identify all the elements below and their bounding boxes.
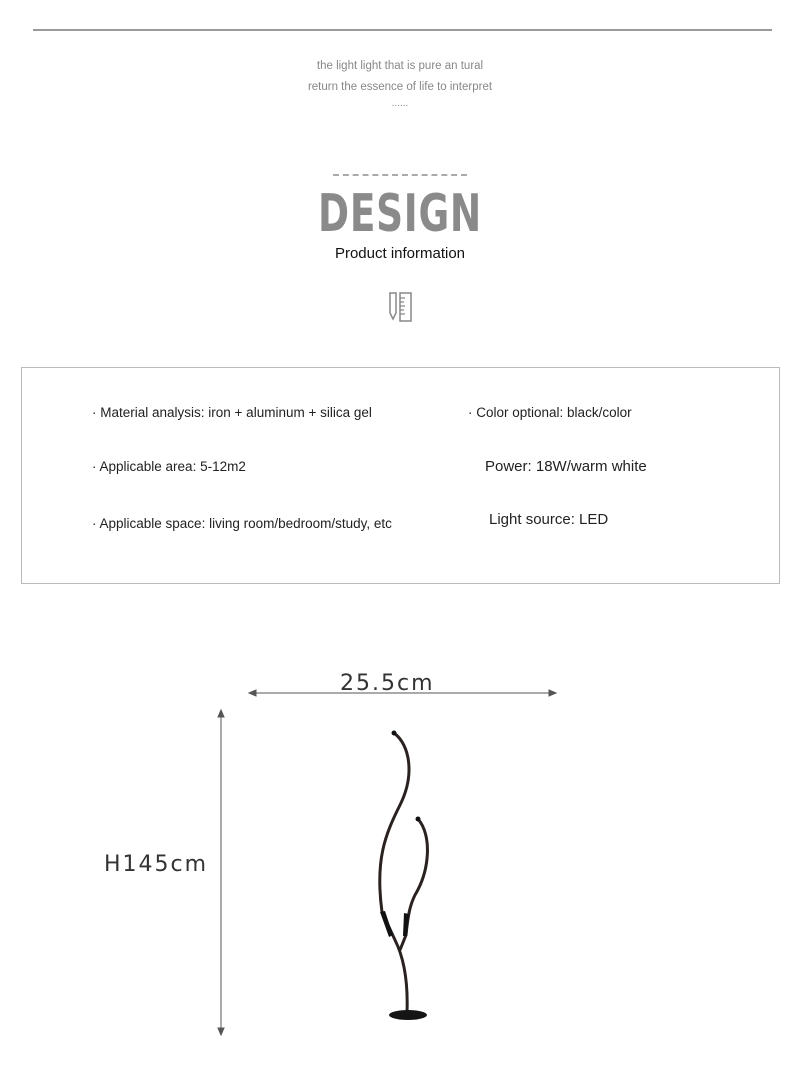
floor-lamp-image [380,731,428,1021]
spec-color: · Color optional: black/color [468,405,632,420]
height-arrow [218,710,224,1035]
spec-light-source: Light source: LED [489,511,609,528]
spec-space: · Applicable space: living room/bedroom/study, etc [92,516,392,531]
product-information-subtitle: Product information [334,245,466,262]
spec-area: · Applicable area: 5-12m2 [92,459,246,474]
width-dimension-label: 25.5cm [340,671,435,696]
spec-material: · Material analysis: iron + aluminum + silica gel [92,405,372,420]
tagline-ellipsis: ...... [391,98,409,109]
width-arrow [249,690,556,696]
spec-power: Power: 18W/warm white [485,458,647,475]
design-title: DESIGN [318,184,482,244]
tagline-line2: return the essence of life to interpret [307,81,493,93]
tagline-line1: the light light that is pure an tural [316,60,484,72]
height-dimension-label: H145cm [104,852,209,877]
